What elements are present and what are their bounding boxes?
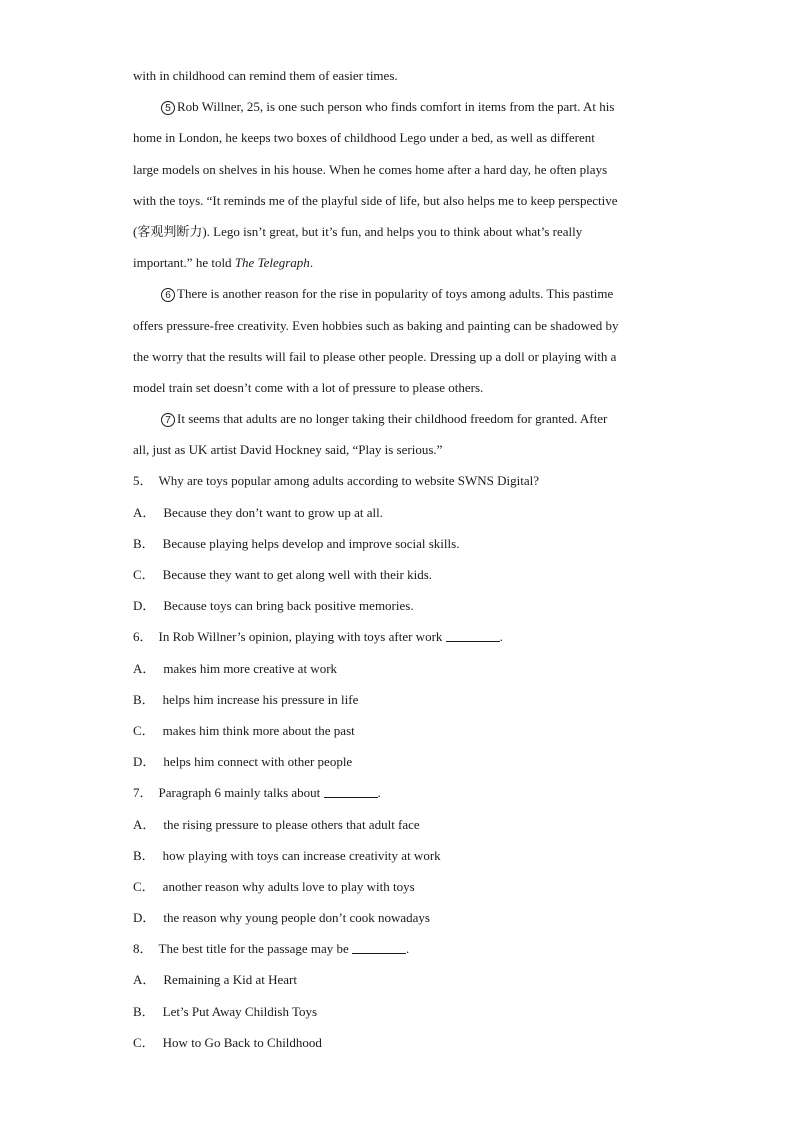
source-title: The Telegraph <box>234 255 310 271</box>
paragraph-number-6: 6 <box>161 288 175 302</box>
paragraph-line: offers pressure-free creativity. Even hobbies such as baking and painting can be shadowed by <box>133 317 619 333</box>
option-d[interactable]: D． the reason why young people don’t cook nowadays <box>133 910 430 926</box>
option-d[interactable]: D． helps him connect with other people <box>133 754 353 770</box>
option-c[interactable]: C． makes him think more about the past <box>133 722 355 738</box>
option-a[interactable]: A． the rising pressure to please others that adult face <box>133 816 420 832</box>
option-b[interactable]: B． helps him increase his pressure in life <box>133 691 359 707</box>
paragraph-line: home in London, he keeps two boxes of childhood Lego under a bed, as well as different <box>133 130 595 146</box>
option-b[interactable]: B． Because playing helps develop and improve social skills. <box>133 535 460 551</box>
question-stem: 6． In Rob Willner’s opinion, playing with toys after work . <box>133 629 503 645</box>
option-a[interactable]: A． Remaining a Kid at Heart <box>133 972 297 988</box>
question-6 <box>133 621 663 777</box>
paragraph-5: 5 Rob Willner, 25, is one such person who finds comfort in items from the part. At his home in London, he keeps two boxes of childhood Lego under a bed, as well as different large models on shelves in his house. When he comes home after a hard day, he often plays with the toys. “It reminds me of the playful side of life, but also helps me to keep perspective (客观判断力). Lego isn’t great, but it’s fun, and helps you to think about what’s really important.” he told The Telegraph. <box>133 91 663 278</box>
paragraph-number-7: 7 <box>161 413 175 427</box>
option-b[interactable]: B． Let’s Put Away Childish Toys <box>133 1003 318 1019</box>
option-b[interactable]: B． how playing with toys can increase creativity at work <box>133 847 441 863</box>
paragraph-line: Rob Willner, 25, is one such person who finds comfort in items from the part. At his <box>177 99 615 115</box>
paragraph-line: large models on shelves in his house. When he comes home after a hard day, he often plays <box>133 161 608 177</box>
paragraph-line: There is another reason for the rise in popularity of toys among adults. This pastime <box>177 286 614 302</box>
answer-blank[interactable] <box>324 786 378 798</box>
paragraph-line: all, just as UK artist David Hockney said, “Play is serious.” <box>133 442 443 458</box>
option-a[interactable]: A． makes him more creative at work <box>133 660 338 676</box>
paragraph-line: important.” he told <box>133 255 235 271</box>
question-stem: 8． The best title for the passage may be . <box>133 941 410 957</box>
question-5 <box>133 465 663 621</box>
document-page <box>133 60 663 1058</box>
paragraph-line: with the toys. “It reminds me of the playful side of life, but also helps me to keep perspective <box>133 192 618 208</box>
option-c[interactable]: C． Because they want to get along well with their kids. <box>133 567 432 582</box>
question-7 <box>133 777 663 933</box>
paragraph-line: (客观判断力). Lego isn’t great, but it’s fun, and helps you to think about what’s really <box>133 223 583 239</box>
question-list <box>133 465 663 1058</box>
paragraph-6 <box>133 278 663 403</box>
paragraph-line: model train set doesn’t come with a lot of pressure to please others. <box>133 379 484 395</box>
option-c[interactable]: C． another reason why adults love to play with toys <box>133 878 415 894</box>
paragraph-7 <box>133 403 663 465</box>
option-a[interactable]: A． Because they don’t want to grow up at all. <box>133 504 384 520</box>
option-c[interactable]: C． How to Go Back to Childhood <box>133 1034 322 1050</box>
option-d[interactable]: D． Because toys can bring back positive memories. <box>133 598 414 614</box>
answer-blank[interactable] <box>446 630 500 642</box>
paragraph-number-5: 5 <box>161 101 175 115</box>
paragraph-line: the worry that the results will fail to please other people. Dressing up a doll or playing with a <box>133 348 617 364</box>
question-8 <box>133 933 663 1058</box>
paragraph-line: It seems that adults are no longer taking their childhood freedom for granted. After <box>177 411 608 427</box>
answer-blank[interactable] <box>352 942 406 954</box>
question-stem: 7． Paragraph 6 mainly talks about . <box>133 785 381 801</box>
question-stem: 5． Why are toys popular among adults according to website SWNS Digital? <box>133 473 540 489</box>
paragraph-4-tail: with in childhood can remind them of easier times. <box>133 68 398 83</box>
